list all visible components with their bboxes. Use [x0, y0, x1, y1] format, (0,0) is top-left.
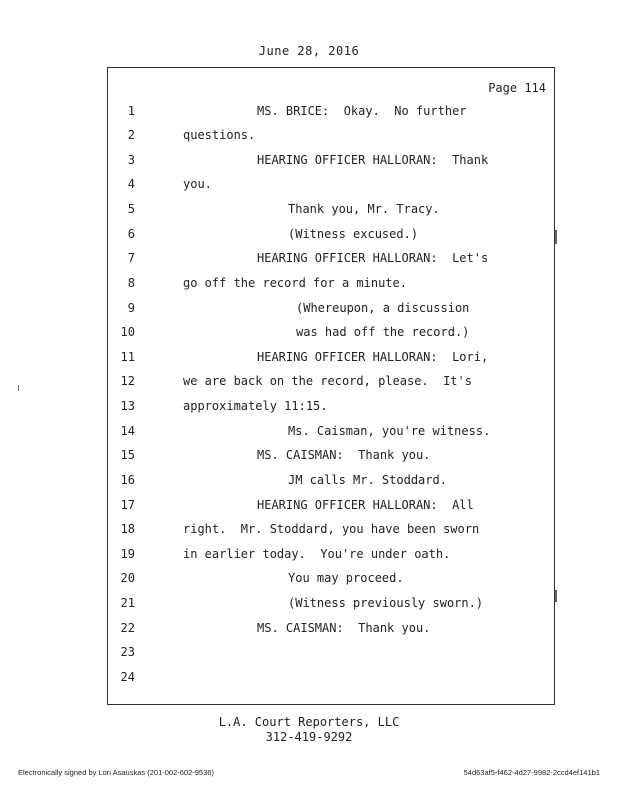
- line-number: 20: [120, 571, 135, 585]
- transcript-line: HEARING OFFICER HALLORAN: All: [257, 498, 474, 512]
- line-number: 24: [120, 670, 135, 684]
- transcript-line: JM calls Mr. Stoddard.: [288, 473, 447, 487]
- line-number: 5: [127, 202, 135, 216]
- line-number: 6: [127, 227, 135, 241]
- transcript-line: MS. CAISMAN: Thank you.: [257, 621, 431, 635]
- line-number: 15: [120, 448, 135, 462]
- line-number: 13: [120, 399, 135, 413]
- transcript-line: was had off the record.): [296, 325, 470, 339]
- scan-mark: [555, 590, 557, 602]
- document-hash: 54d63af5-f462-4d27-9982-2ccd4ef141b1: [463, 768, 600, 777]
- transcript-line: MS. BRICE: Okay. No further: [257, 104, 467, 118]
- transcript-line: (Whereupon, a discussion: [296, 301, 470, 315]
- line-number: 16: [120, 473, 135, 487]
- line-number: 1: [127, 104, 135, 118]
- scan-mark: [18, 385, 19, 391]
- line-number: 19: [120, 547, 135, 561]
- transcript-line: MS. CAISMAN: Thank you.: [257, 448, 431, 462]
- transcript-date: June 28, 2016: [258, 44, 360, 58]
- transcript-line: HEARING OFFICER HALLORAN: Let's: [257, 251, 489, 265]
- transcript-line: in earlier today. You're under oath.: [183, 547, 451, 561]
- transcript-line: go off the record for a minute.: [183, 276, 407, 290]
- transcript-line: we are back on the record, please. It's: [183, 374, 472, 388]
- line-number: 22: [120, 621, 135, 635]
- line-number: 2: [127, 128, 135, 142]
- line-number: 7: [127, 251, 135, 265]
- court-reporter-name: L.A. Court Reporters, LLC: [218, 715, 400, 729]
- line-number: 8: [127, 276, 135, 290]
- line-number: 4: [127, 177, 135, 191]
- line-number: 18: [120, 522, 135, 536]
- transcript-line: Thank you, Mr. Tracy.: [288, 202, 440, 216]
- transcript-line: HEARING OFFICER HALLORAN: Thank: [257, 153, 489, 167]
- line-number: 21: [120, 596, 135, 610]
- line-number: 23: [120, 645, 135, 659]
- transcript-line: approximately 11:15.: [183, 399, 328, 413]
- transcript-line: You may proceed.: [288, 571, 404, 585]
- transcript-line: questions.: [183, 128, 256, 142]
- electronic-signature: Electronically signed by Lori Asauskas (201-002-602-9536): [18, 768, 214, 777]
- line-number: 14: [120, 424, 135, 438]
- scan-mark: [555, 230, 557, 244]
- line-number: 3: [127, 153, 135, 167]
- transcript-line: Ms. Caisman, you're witness.: [288, 424, 491, 438]
- transcript-line: right. Mr. Stoddard, you have been sworn: [183, 522, 480, 536]
- transcript-line: (Witness previously sworn.): [288, 596, 484, 610]
- transcript-line: (Witness excused.): [288, 227, 419, 241]
- line-number: 17: [120, 498, 135, 512]
- court-reporter-phone: 312-419-9292: [265, 730, 353, 744]
- page-number: Page 114: [488, 81, 546, 95]
- line-number: 12: [120, 374, 135, 388]
- line-number: 9: [127, 301, 135, 315]
- line-number: 10: [120, 325, 135, 339]
- transcript-line: HEARING OFFICER HALLORAN: Lori,: [257, 350, 489, 364]
- transcript-line: you.: [183, 177, 212, 191]
- line-number: 11: [120, 350, 135, 364]
